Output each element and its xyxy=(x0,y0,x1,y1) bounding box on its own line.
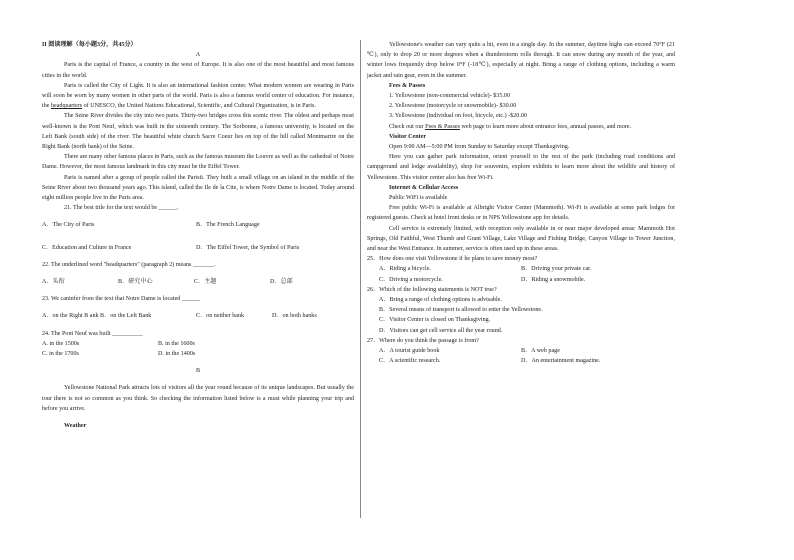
spacer xyxy=(42,414,354,421)
fees-note xyxy=(367,122,675,132)
question-26: 26．Which of the following statements is NOT true? xyxy=(367,286,497,293)
q27-option-b: B．A web page xyxy=(521,348,560,355)
question-22-options xyxy=(42,277,354,287)
q27-option-d: D．An entertainment magazine. xyxy=(521,358,601,365)
passage-b-label: B xyxy=(195,368,201,375)
q22-option-b: B．研究中心 xyxy=(118,279,153,286)
fees-note-start: Check out our xyxy=(389,123,426,130)
q26-option-d: D．Visitors can get cell service all the year round. xyxy=(379,327,503,334)
paragraph-2-text-end: of UNESCO, the United Nations Educational, Scientific, and Cultural Organization, is in Paris. xyxy=(82,103,316,110)
passage-a-paragraph-5: Paris is named after a group of people called the Parisii. They built a small village on an island in the middle of the Seine River about two thousand years ago. This island, called the Ile de la Cite, is where Notre Dame is located. Today around eight million people live in the Paris area. xyxy=(42,174,354,202)
visitor-center-heading: Visitor Center xyxy=(389,133,427,140)
weather-paragraph: Yellowstone's weather can vary quite a bit, even in a single day. In the summer, daytime highs can exceed 70°F (21 ℃), only to drop 20 or more degrees when a thunderstorm rolls through. It can snow during any month of the year, and winter lows frequently drop below 0°F (-18℃), especially at night. Bring a range of clothing options, including a warm jacket and rain gear, even in the summer. xyxy=(367,42,675,79)
q26-option-c: C．Visitor Center is closed on Thanksgiving. xyxy=(379,317,491,324)
q25-option-d: D．Riding a snowmobile. xyxy=(521,276,586,283)
spacer xyxy=(42,213,354,220)
fees-heading: Fees & Passes xyxy=(389,82,426,89)
question-27-options-row-2 xyxy=(367,356,675,366)
visitor-center-hours: Open 9:00 AM—5:00 PM from Sunday to Saturday except Thanksgiving. xyxy=(389,144,570,151)
question-24: 24. The Pont Neuf was built __________ xyxy=(42,330,143,337)
column-divider xyxy=(360,40,361,518)
question-24-options-row-1 xyxy=(42,339,354,349)
spacer xyxy=(42,376,354,383)
question-27: 27．Where do you think the passage is from? xyxy=(367,337,479,344)
internet-heading: Internet & Cellular Access xyxy=(389,184,459,191)
q21-option-b: B．The French Language xyxy=(196,222,260,229)
visitor-center-paragraph: Here you can gather park information, orient yourself to the rest of the park (including road conditions and campground and lodge availability), shop for souvenirs, explore exhibits to learn more about the wildlife and history of Yellowstone. This visitor center also has free Wi-Fi. xyxy=(367,154,675,181)
passage-a-paragraph-2 xyxy=(42,81,354,112)
fee-item-1: 1. Yellowstone (non-commercial vehicle)- $35.00 xyxy=(389,93,510,100)
spacer xyxy=(42,270,354,277)
q22-option-a: A．头衔 xyxy=(42,279,65,286)
cell-paragraph: Cell service is extremely limited, with reception only available in or near major developed areas: Mammoth Hot Springs, Old Faithful, West Thumb and Grant Village, Lake Village and Fishing Bridge, Canyon Village to Tower Junction, and near the West Entrance. In summer, service is often used up in these areas. xyxy=(367,225,675,253)
right-column xyxy=(367,40,675,367)
question-23-options xyxy=(42,311,354,321)
q25-option-c: C．Driving a motorcycle. xyxy=(379,276,443,283)
question-27-options-row-1 xyxy=(367,346,675,356)
passage-b-paragraph-1: Yellowstone National Park attracts lots of visitors all the year round because of its unique landscapes. But usually the tour there is not so common as you think. So checking the information listed below is a must while planning your trip and before you arrive. xyxy=(42,385,354,412)
fee-item-2: 2. Yellowstone (motorcycle or snowmobile)- $30.00 xyxy=(389,103,517,110)
q24-option-c: C. in the 1700s xyxy=(42,351,79,358)
q27-option-a: A．A tourist guide book xyxy=(379,348,440,355)
q21-option-c: C．Education and Culture in France xyxy=(42,244,132,251)
q25-option-a: A．Riding a bicycle. xyxy=(379,266,431,273)
spacer xyxy=(42,304,354,311)
spacer xyxy=(42,359,354,366)
wifi-paragraph: Free public Wi-Fi is available at Albright Visitor Center (Mammoth). Wi-Fi is available at some park lodges for registered guests. Check at hotel front desks or in NPS Yellowstone app for details. xyxy=(367,205,675,222)
fees-note-end: web page to learn more about entrance fees, annual passes, and more. xyxy=(459,123,631,130)
q24-option-b: B. in the 1600s xyxy=(158,340,195,347)
spacer xyxy=(42,231,354,243)
spacer xyxy=(42,253,354,260)
q27-option-c: C．A scientific research. xyxy=(379,358,441,365)
question-21-options-row-2 xyxy=(42,243,354,253)
spacer xyxy=(42,287,354,294)
section-heading: II 阅读理解（每小题3分，共45分） xyxy=(42,42,137,48)
passage-a-label: A xyxy=(195,52,201,59)
q23-option-a-b: A．on the Right B ank B．on the Left Bank xyxy=(42,313,152,320)
q24-option-a: A. in the 1500s xyxy=(42,340,80,347)
passage-a-paragraph-1: Paris is the capital of France, a country in the west of Europe. It is also one of the most beautiful and most famous cities in the world. xyxy=(42,62,354,79)
fees-passes-link: Fees & Passes xyxy=(425,123,460,130)
q25-option-b: B．Driving your private car. xyxy=(521,266,592,273)
q22-option-d: D．总部 xyxy=(270,279,293,286)
spacer xyxy=(42,322,354,329)
question-22: 22. The underlined word "headquarters" (paragraph 2) means _______. xyxy=(42,261,216,268)
q23-option-c: C．on neither bank xyxy=(196,313,245,320)
paragraph-2-text-start: Paris is called the City of Light. It is also an international fashion center. What modern women are wearing in Paris will soon be worn by many women in other parts of the world. Paris is also a famous world center of education. For instance, the xyxy=(42,82,354,110)
passage-a-paragraph-3: The Seine River divides the city into two parts. Thirty-two bridges cross this scenic river. The oldest and perhaps most well-known is the Pont Neuf, which was built in the sixteenth century. The Sorbonne, a famous university, is located on the Left Bank (south side) of the river. The beautiful white church Sacre Coeur lies on top of the hill called Montmartre on the Right Bank (north bank) of the Seine. xyxy=(42,113,354,151)
wifi-line: Public WiFi is available xyxy=(389,195,448,202)
q26-option-b: B．Several means of transport is allowed to enter the Yellowstone. xyxy=(379,307,543,314)
question-25-options-row-2 xyxy=(367,275,675,285)
weather-heading: Weather xyxy=(64,423,87,430)
q21-option-a: A．The City of Paris xyxy=(42,222,95,229)
question-25: 25．How does one visit Yellowstone if he plans to save money most? xyxy=(367,256,538,263)
question-21-options-row-1 xyxy=(42,220,354,230)
fee-item-3: 3. Yellowstone (individual on foot, bicycle, etc.) -$20.00 xyxy=(389,113,527,120)
q21-option-d: D．The Eiffel Tower, the Symbol of Paris xyxy=(196,244,300,251)
passage-a-paragraph-4: There are many other famous places in Paris, such as the famous museum the Louvre as well as the cathedral of Notre Dame. However, the most famous landmark in this city must be the Eiffel Tower. xyxy=(42,154,354,171)
headquarters-underlined-word: headquarters xyxy=(50,103,83,110)
question-21: 21. The best title for the text would be ______. xyxy=(64,205,179,212)
question-23: 23. We caninfer from the text that Notre Dame is located ______ xyxy=(42,296,201,303)
q22-option-c: C．主题 xyxy=(194,279,217,286)
q24-option-d: D. in the 1400s xyxy=(158,351,196,358)
q23-option-d: D．on both banks xyxy=(272,313,317,320)
left-column xyxy=(42,40,354,431)
question-24-options-row-2 xyxy=(42,349,354,359)
question-25-options-row-1 xyxy=(367,264,675,274)
q26-option-a: A．Bring a range of clothing options is advisable. xyxy=(379,297,502,304)
